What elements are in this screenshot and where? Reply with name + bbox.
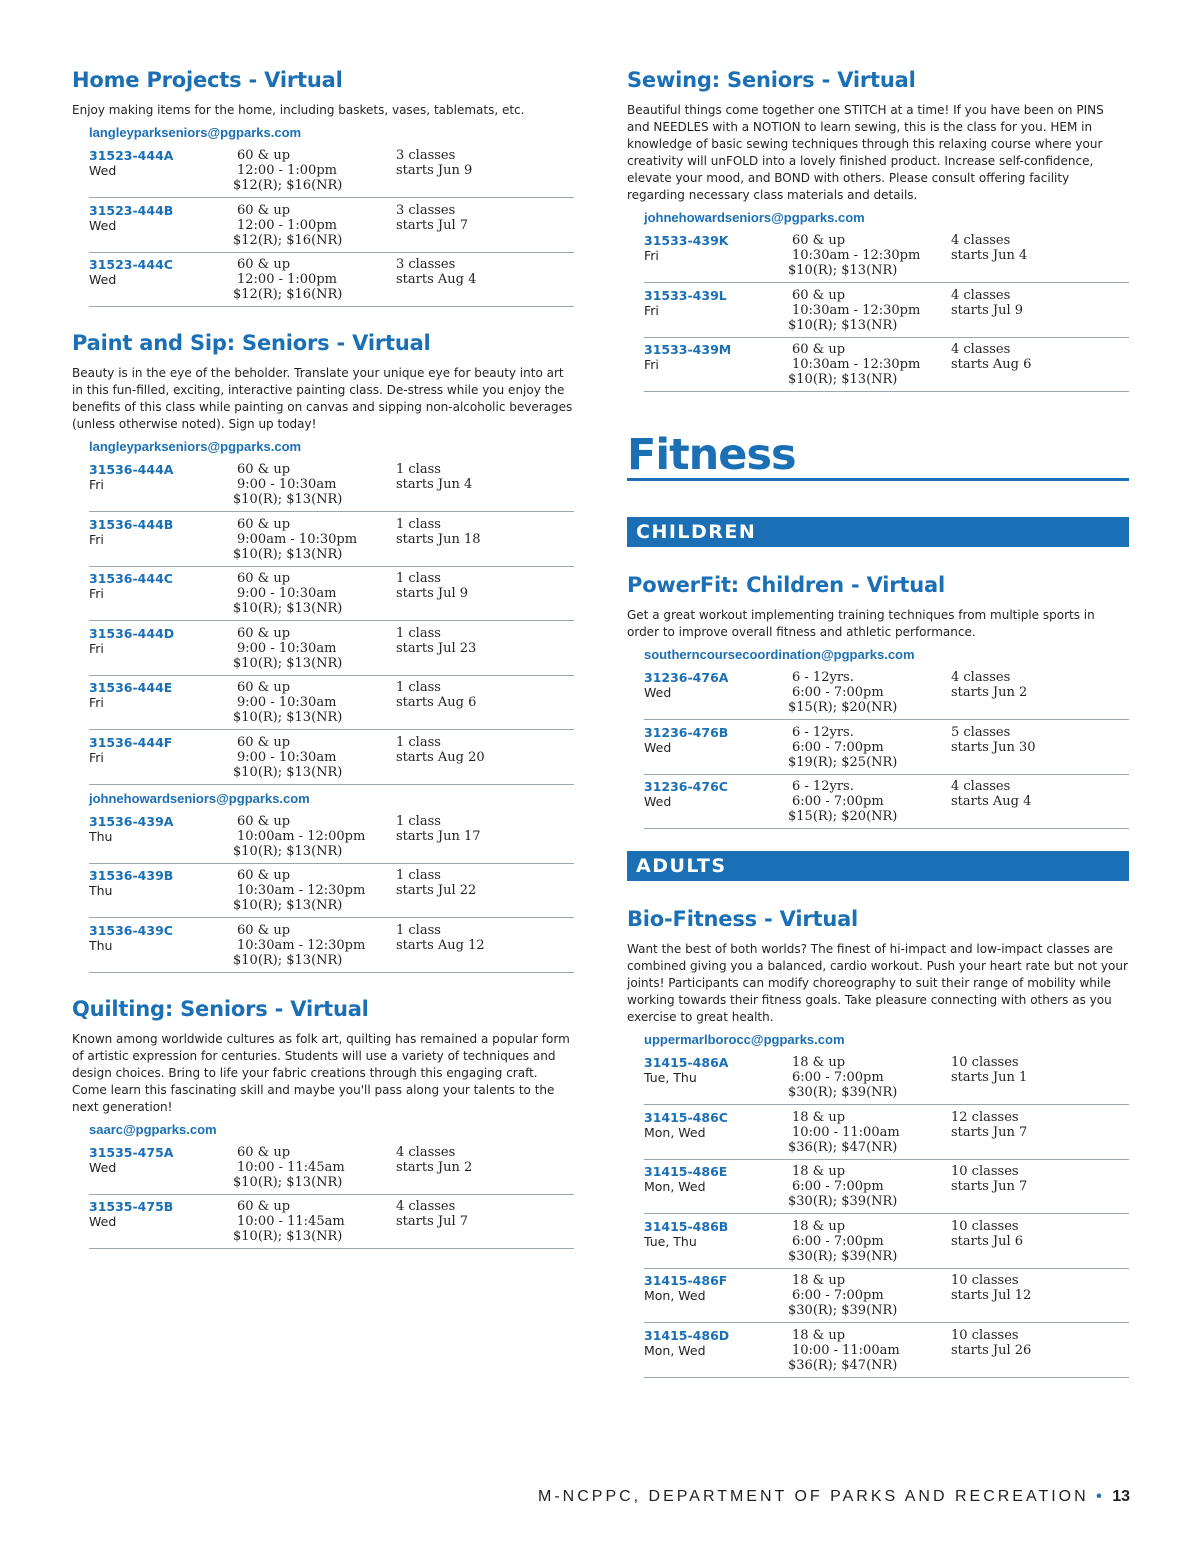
course-class-count: 4 classes [396,1199,456,1214]
course-time: 12:00 - 1:00pm [237,163,337,178]
course-time: 6:00 - 7:00pm [792,685,884,700]
course-time: 10:00 - 11:00am [792,1342,900,1358]
course-class-count: 3 classes [396,202,456,218]
section-description: Beauty is in the eye of the beholder. Translate your unique eye for beauty into art in this fun-filled, exciting, interactive painting class. De-stress while you enjoy the benefits of this class while painting on canvas and sipping non-alcoholic beverages (unless otherwise noted). Sign up today! [72,366,573,431]
course-days: Mon, Wed [644,1124,706,1140]
course-age: 60 & up [237,202,291,218]
course-fee: $15(R); $20(NR) [788,700,898,715]
children-band: CHILDREN [627,517,1129,547]
contact-email-link[interactable]: southerncoursecoordination@pgparks.com [644,647,915,662]
course-time: 9:00 - 10:30am [237,477,337,492]
course-time: 9:00 - 10:30am [237,749,337,765]
course-time: 6:00 - 7:00pm [792,794,884,809]
course-days: Fri [89,695,104,710]
course-start-date: starts Jul 12 [951,1288,1032,1303]
course-fee: $30(R); $39(NR) [788,1194,898,1209]
course-age: 6 - 12yrs. [792,779,854,794]
course-class-count: 10 classes [951,1055,1019,1070]
section-title: Quilting: Seniors - Virtual [72,996,369,1021]
course-fee: $10(R); $13(NR) [233,843,343,859]
course-start-date: starts Jun 4 [396,477,473,492]
class-section [72,66,574,307]
course-start-date: starts Jun 30 [951,739,1036,755]
course-code: 31415-486D [644,1327,730,1343]
course-start-date: starts Jun 2 [396,1159,473,1175]
course-start-date: starts Jul 9 [951,302,1024,318]
course-days: Mon, Wed [644,1342,706,1358]
course-time: 9:00 - 10:30am [237,586,337,601]
course-class-count: 10 classes [951,1164,1019,1179]
course-code: 31415-486B [644,1218,729,1234]
course-start-date: starts Jun 18 [396,531,481,547]
course-time: 10:00 - 11:45am [237,1159,345,1175]
course-days: Thu [89,828,113,844]
course-code: 31533-439L [644,287,727,303]
section-description: Enjoy making items for the home, including baskets, vases, tablemats, etc. [72,103,525,117]
course-class-count: 1 class [396,571,441,586]
class-rows [89,811,574,973]
course-fee: $10(R); $13(NR) [233,655,343,671]
section-description: Known among worldwide cultures as folk art, quilting has remained a popular form of artistic expression for centuries. Students will use a variety of techniques and design choices. Bring to life your fabric creations through this engaging craft. Come learn this fascinating skill and maybe you'll pass along your talents to the next generation! [72,1031,570,1114]
course-code: 31523-444A [89,148,174,163]
course-class-count: 1 class [396,922,441,938]
class-row [89,1196,574,1249]
course-fee: $12(R); $16(NR) [233,178,343,193]
section-title: Sewing: Seniors - Virtual [627,68,916,92]
course-fee: $10(R); $13(NR) [788,263,898,278]
course-days: Wed [89,1159,117,1175]
course-start-date: starts Aug 4 [396,272,477,287]
course-class-count: 1 class [396,516,441,532]
course-fee: $10(R); $13(NR) [233,764,343,780]
adults-section-container [627,905,1129,1378]
course-time: 10:30am - 12:30pm [792,248,921,263]
class-row [89,920,574,973]
section-title: Home Projects - Virtual [72,68,343,92]
course-days: Fri [89,531,104,547]
class-row [89,811,574,864]
class-row [644,1107,1129,1160]
course-days: Thu [89,883,113,898]
course-code: 31536-444E [89,680,173,695]
contact-email-link[interactable]: uppermarlborocc@pgparks.com [644,1032,845,1047]
course-time: 9:00am - 10:30pm [237,531,358,547]
section-title: Paint and Sip: Seniors - Virtual [72,331,431,355]
course-fee: $10(R); $13(NR) [233,952,343,968]
course-fee: $10(R); $13(NR) [233,1229,343,1244]
course-class-count: 1 class [396,868,441,883]
course-age: 60 & up [237,813,291,829]
course-days: Mon, Wed [644,1288,706,1303]
course-days: Wed [644,685,672,700]
right-column [627,66,1129,1400]
course-class-count: 4 classes [951,287,1011,303]
section-title: PowerFit: Children - Virtual [627,573,945,597]
course-code: 31415-486E [644,1164,728,1179]
course-days: Fri [89,749,104,765]
left-column [72,66,574,1271]
course-age: 60 & up [237,868,291,883]
course-class-count: 10 classes [951,1327,1019,1343]
course-age: 60 & up [792,342,846,357]
class-row [644,776,1129,829]
course-code: 31523-444B [89,202,174,218]
course-days: Fri [89,586,104,601]
course-code: 31536-444C [89,571,173,586]
course-code: 31236-476A [644,670,729,685]
course-code: 31533-439K [644,233,729,248]
course-age: 60 & up [237,462,291,477]
course-start-date: starts Jun 9 [396,163,473,178]
course-days: Wed [644,794,672,809]
course-start-date: starts Jun 4 [951,248,1028,263]
course-fee: $10(R); $13(NR) [788,372,898,387]
class-row [644,1161,1129,1214]
class-section [72,329,574,973]
section-description: Want the best of both worlds? The finest of hi-impact and low-impact classes are combined giving you a balanced, cardio workout. Push your heart rate but not your joints! Participants can modify choreography to suit their range of mobility while working towards their fitness goals. Take pleasure connecting with others as you exercise to great health. [627,942,1128,1024]
contact-email-link[interactable]: johnehowardseniors@pgparks.com [644,210,865,225]
course-time: 12:00 - 1:00pm [237,217,337,233]
course-class-count: 1 class [396,625,441,641]
course-class-count: 5 classes [951,724,1011,740]
course-days: Tue, Thu [644,1070,697,1085]
course-fee: $10(R); $13(NR) [788,317,898,333]
course-class-count: 10 classes [951,1218,1019,1234]
course-code: 31535-475A [89,1144,174,1160]
course-age: 18 & up [792,1273,846,1288]
class-row [89,459,574,512]
course-start-date: starts Jul 23 [396,640,477,656]
course-age: 60 & up [237,680,291,695]
left-sections [72,66,574,1249]
course-age: 18 & up [792,1218,846,1234]
course-start-date: starts Jun 2 [951,685,1028,700]
course-time: 6:00 - 7:00pm [792,739,884,755]
course-start-date: starts Jun 7 [951,1124,1028,1140]
contact-email-link[interactable]: langleyparkseniors@pgparks.com [89,125,302,140]
course-fee: $36(R); $47(NR) [788,1139,898,1155]
course-fee: $10(R); $13(NR) [233,546,343,562]
page-footer [538,1488,1130,1506]
course-fee: $10(R); $13(NR) [233,1174,343,1190]
course-age: 60 & up [237,625,291,641]
course-code: 31236-476B [644,724,729,740]
footer-org: M-NCPPC, DEPARTMENT OF PARKS AND RECREATION [538,1488,1089,1505]
class-row [644,339,1129,392]
course-code: 31535-475B [89,1199,174,1214]
course-start-date: starts Jul 9 [396,586,469,601]
course-class-count: 4 classes [951,670,1011,685]
course-time: 10:00 - 11:45am [237,1214,345,1229]
course-age: 60 & up [237,257,291,272]
course-start-date: starts Jul 7 [396,217,469,233]
class-row [89,677,574,730]
section-title: Bio-Fitness - Virtual [627,907,859,931]
course-days: Fri [644,248,659,263]
class-rows [644,230,1129,392]
course-time: 9:00 - 10:30am [237,640,337,656]
class-section [627,66,1129,392]
class-row [89,568,574,621]
course-code: 31415-486A [644,1055,729,1070]
course-class-count: 1 class [396,734,441,750]
class-row [89,514,574,567]
course-class-count: 3 classes [396,257,456,272]
course-code: 31536-444A [89,462,174,477]
class-row [89,623,574,676]
class-row [644,285,1129,338]
course-code: 31536-439B [89,868,174,883]
course-age: 6 - 12yrs. [792,670,854,685]
class-row [644,722,1129,775]
course-start-date: starts Jul 22 [396,883,477,898]
course-start-date: starts Jun 17 [396,828,481,844]
course-code: 31536-444F [89,734,173,750]
course-days: Wed [89,217,117,233]
course-days: Wed [89,1214,117,1229]
course-start-date: starts Aug 6 [951,357,1032,372]
course-code: 31523-444C [89,257,173,272]
course-age: 60 & up [237,516,291,532]
course-start-date: starts Jun 7 [951,1179,1028,1194]
course-time: 10:30am - 12:30pm [237,937,366,953]
contact-email-link[interactable]: saarc@pgparks.com [89,1121,217,1137]
class-rows [89,145,574,307]
class-rows [644,667,1129,829]
course-code: 31236-476C [644,779,728,794]
class-row [89,1142,574,1195]
course-days: Mon, Wed [644,1179,706,1194]
course-age: 60 & up [237,1144,291,1160]
section-description: Beautiful things come together one STITCH at a time! If you have been on PINS and NEEDLES with a NOTION to learn sewing, this is the class for you. HEM in knowledge of basic sewing techniques through this relaxing course where your creativity will unFOLD into a lovely finished product. Increase self-confidence, elevate your mood, and BOND with others. Please consult offering facility regarding necessary class materials and details. [627,103,1104,202]
class-row [89,145,574,198]
class-row [644,230,1129,283]
course-class-count: 4 classes [951,342,1011,357]
course-fee: $10(R); $13(NR) [233,710,343,725]
course-fee: $12(R); $16(NR) [233,232,343,248]
course-fee: $30(R); $39(NR) [788,1248,898,1264]
class-section [72,995,574,1250]
course-days: Wed [89,272,117,287]
course-fee: $10(R); $13(NR) [233,492,343,507]
children-section-container [627,571,1129,829]
course-code: 31536-444D [89,625,175,641]
course-time: 6:00 - 7:00pm [792,1288,884,1303]
class-row [644,667,1129,720]
course-fee: $30(R); $39(NR) [788,1303,898,1318]
course-time: 6:00 - 7:00pm [792,1179,884,1194]
course-days: Tue, Thu [644,1233,697,1249]
course-start-date: starts Jul 26 [951,1342,1032,1358]
course-class-count: 4 classes [951,233,1011,248]
course-age: 18 & up [792,1109,846,1125]
contact-email-link[interactable]: langleyparkseniors@pgparks.com [89,439,302,454]
course-fee: $36(R); $47(NR) [788,1357,898,1373]
course-time: 9:00 - 10:30am [237,695,337,710]
course-class-count: 1 class [396,462,441,477]
course-days: Wed [644,739,672,755]
course-class-count: 1 class [396,813,441,829]
course-age: 60 & up [237,148,291,163]
course-class-count: 1 class [396,680,441,695]
course-age: 60 & up [792,287,846,303]
course-start-date: starts Aug 4 [951,794,1032,809]
course-time: 10:00 - 11:00am [792,1124,900,1140]
course-age: 18 & up [792,1327,846,1343]
class-rows [89,459,574,785]
course-class-count: 12 classes [951,1109,1019,1125]
class-row [89,200,574,253]
class-row [644,1216,1129,1269]
course-code: 31536-439A [89,813,174,829]
course-start-date: starts Jul 7 [396,1214,469,1229]
class-row [89,254,574,307]
course-time: 10:30am - 12:30pm [792,357,921,372]
class-row [644,1325,1129,1378]
course-start-date: starts Jul 6 [951,1233,1024,1249]
course-code: 31536-439C [89,922,173,938]
course-age: 60 & up [792,233,846,248]
course-code: 31533-439M [644,342,732,357]
course-class-count: 4 classes [951,779,1011,794]
course-days: Thu [89,937,113,953]
course-age: 60 & up [237,734,291,750]
class-row [644,1052,1129,1105]
course-start-date: starts Aug 6 [396,695,477,710]
contact-email-link[interactable]: johnehowardseniors@pgparks.com [89,790,310,806]
course-code: 31415-486C [644,1109,728,1125]
course-time: 6:00 - 7:00pm [792,1070,884,1085]
class-section [627,905,1129,1378]
course-age: 60 & up [237,922,291,938]
course-class-count: 10 classes [951,1273,1019,1288]
sewing-section-container [627,66,1129,392]
course-age: 6 - 12yrs. [792,724,854,740]
course-fee: $30(R); $39(NR) [788,1085,898,1100]
course-time: 10:30am - 12:30pm [237,883,366,898]
course-class-count: 4 classes [396,1144,456,1160]
course-days: Wed [89,163,117,178]
course-fee: $10(R); $13(NR) [233,601,343,616]
course-time: 6:00 - 7:00pm [792,1233,884,1249]
course-class-count: 3 classes [396,148,456,163]
course-code: 31536-444B [89,516,174,532]
class-rows [89,1142,574,1250]
course-start-date: starts Jun 1 [951,1070,1028,1085]
course-days: Fri [89,477,104,492]
course-start-date: starts Aug 12 [396,937,485,953]
course-days: Fri [644,302,659,318]
footer-bullet: • [1096,1488,1105,1505]
course-time: 10:30am - 12:30pm [792,302,921,318]
course-age: 60 & up [237,571,291,586]
class-row [89,865,574,918]
class-section [627,571,1129,829]
class-row [89,732,574,785]
course-days: Fri [89,640,104,656]
course-fee: $10(R); $13(NR) [233,898,343,913]
course-time: 12:00 - 1:00pm [237,272,337,287]
section-description: Get a great workout implementing training techniques from multiple sports in order to improve overall fitness and athletic performance. [627,608,1095,639]
course-fee: $12(R); $16(NR) [233,287,343,302]
course-fee: $19(R); $25(NR) [788,754,898,770]
fitness-heading: Fitness [627,432,1129,481]
course-fee: $15(R); $20(NR) [788,809,898,824]
course-time: 10:00am - 12:00pm [237,828,366,844]
course-days: Fri [644,357,659,372]
course-age: 18 & up [792,1055,846,1070]
course-age: 60 & up [237,1199,291,1214]
course-start-date: starts Aug 20 [396,749,485,765]
page-number: 13 [1112,1488,1130,1505]
class-row [644,1270,1129,1323]
class-rows [644,1052,1129,1378]
adults-band: ADULTS [627,851,1129,881]
course-age: 18 & up [792,1164,846,1179]
course-code: 31415-486F [644,1273,728,1288]
